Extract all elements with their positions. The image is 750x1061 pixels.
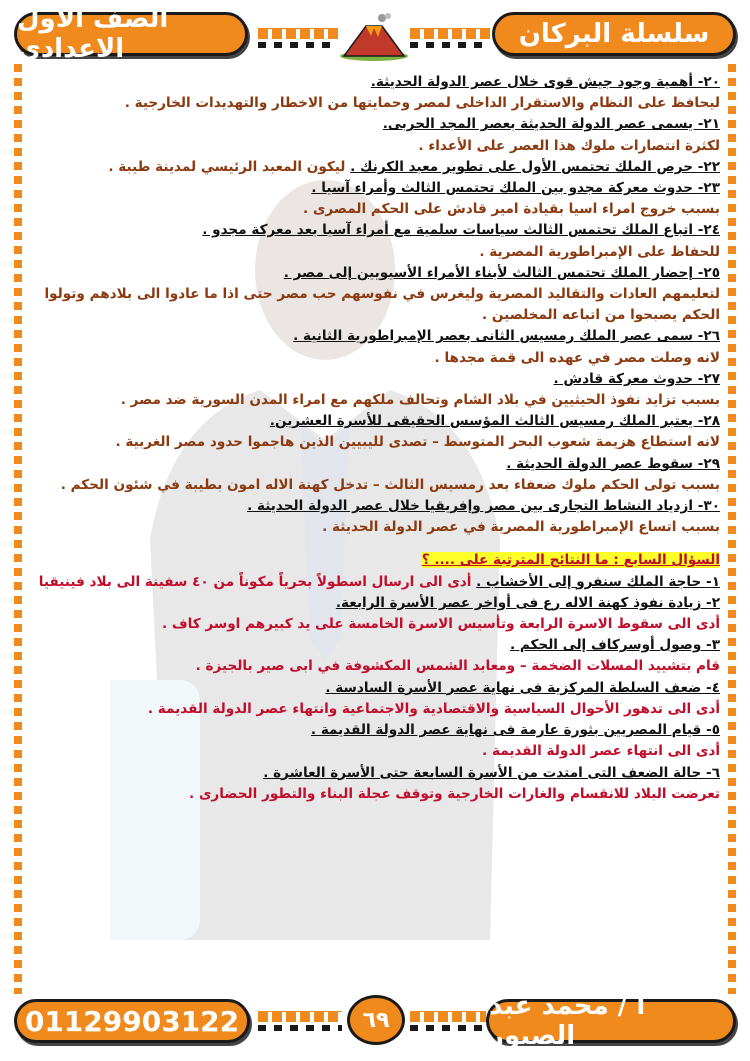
answer-line — [30, 284, 720, 305]
header-checker-right-dark — [410, 42, 490, 48]
question-line — [30, 496, 720, 517]
question-line — [30, 763, 720, 784]
answer-line — [30, 699, 720, 720]
answer-line-text: بسبب تولى الحكم ملوك ضعفاء بعد رمسيس الثالث – تدخل كهنة الاله امون بطيبة في شئون الحكم . — [60, 476, 720, 493]
answer-line-text: للحفاظ على الإمبراطورية المصرية . — [479, 243, 720, 260]
answer-line — [30, 614, 720, 635]
spacer — [30, 538, 720, 550]
question-line-text: ٢- زيادة نفوذ كهنة الاله رع فى أواخر عصر الأسرة الرابعة. — [335, 594, 720, 611]
answer-line-text: قام بتشييد المسلات الضخمة – ومعابد الشمس المكشوفة في ابى صير بالجيزة . — [195, 658, 720, 675]
answer-line-text: بسبب اتساع الإمبراطورية المصرية في عصر الدولة الحديثة . — [322, 519, 720, 536]
question-answer-line — [30, 157, 720, 178]
footer-checker-right-dark — [410, 1025, 486, 1031]
page-number: ٦٩ — [347, 995, 405, 1045]
question-line — [30, 454, 720, 475]
answer-line-text: لانه وصلت مصر في عهده الى قمة مجدها . — [434, 349, 720, 366]
right-border — [728, 64, 736, 994]
answer-line-text: تعرضت البلاد للانقسام والغارات الخارجية وتوقف عجلة البناء والتطور الحضارى . — [189, 785, 720, 802]
answer-line-text: أدى الى انتهاء عصر الدولة القديمة . — [482, 743, 720, 760]
question-line — [30, 114, 720, 135]
answer-text: ليكون المعبد الرئيسي لمدينة طيبة . — [108, 158, 351, 175]
question-line — [30, 720, 720, 741]
question-line-text: ٢٠- أهمية وجود جيش قوى خلال عصر الدولة الحديثة. — [370, 74, 720, 90]
question-line-text: ٢٤- اتباع الملك تحتمس الثالث سياسات سلمية مع أمراء آسيا بعد معركة مجدو . — [202, 222, 720, 239]
question-text: ١- حاجة الملك سنفرو إلى الأخشاب . — [476, 573, 720, 590]
footer-checker-left-dark — [258, 1025, 342, 1031]
question-line-text: ٢٥- إحضار الملك تحتمس الثالث لأبناء الأمراء الأسيويين إلى مصر . — [283, 264, 720, 281]
question-line — [30, 220, 720, 241]
section-heading — [30, 550, 720, 571]
answer-line — [30, 136, 720, 157]
answer-line-text: لانه استطاع هزيمة شعوب البحر المتوسط – تصدى لليبيين الذين هاجموا حدود مصر الغربية . — [115, 434, 720, 451]
question-line — [30, 369, 720, 390]
answer-line-text: ليحافظ على النظام والاستقرار الداخلى لمصر وحمايتها من الاخطار والتهديدات الخارجية . — [124, 95, 720, 112]
question-line — [30, 72, 720, 93]
question-line-text: ٢٧- حدوث معركة قادش . — [553, 370, 720, 387]
header-checker-left-dark — [258, 42, 338, 48]
answer-line-text: لتعليمهم العادات والتقاليد المصرية وليغرس في نفوسهم حب مصر حتى اذا ما عادوا الى بلادهم وتولوا — [44, 286, 720, 303]
question-line — [30, 593, 720, 614]
question-line — [30, 411, 720, 432]
answer-line-text: لكثرة انتصارات ملوك هذا العصر على الأعداء . — [418, 137, 720, 154]
section-heading-text: السؤال السابع : ما النتائج المترتبة على .... ؟ — [421, 552, 720, 569]
page-header — [14, 4, 736, 64]
question-text: ٢٢- حرص الملك تحتمس الأول على تطوير معبد الكرنك . — [350, 158, 720, 175]
volcano-icon — [338, 12, 410, 62]
page-footer — [14, 991, 736, 1051]
left-border — [14, 64, 22, 994]
question-answer-line — [30, 572, 720, 593]
answer-line — [30, 93, 720, 114]
question-line-text: ٢١- يسمى عصر الدولة الحديثة بعصر المجد الحربى. — [382, 116, 720, 133]
answer-line — [30, 784, 720, 805]
question-line — [30, 678, 720, 699]
answer-line — [30, 741, 720, 762]
question-line-text: ٥- قيام المصريين بثورة عارمة فى نهاية عصر الدولة القديمة . — [310, 722, 720, 739]
content-area — [30, 72, 720, 805]
answer-line-text: أدى الى تدهور الأحوال السياسية والاقتصادية والاجتماعية وانتهاء عصر الدولة القديمة . — [147, 700, 720, 717]
answer-line-text: بسبب تزايد نفوذ الحيثيين في بلاد الشام وتحالف ملكهم مع امراء المدن السورية ضد مصر . — [120, 392, 720, 409]
question-line-text: ٢٣- حدوث معركة مجدو بين الملك تحتمس الثالث وأمراء آسيا . — [311, 180, 720, 197]
question-line-text: ٤- ضعف السلطة المركزية فى نهاية عصر الأسرة السادسة . — [325, 679, 720, 696]
question-line-text: ٢٦- سمى عصر الملك رمسيس الثانى بعصر الإمبراطورية الثانية . — [293, 328, 720, 345]
footer-checker-right — [410, 1011, 486, 1022]
answer-line — [30, 348, 720, 369]
question-line-text: ٣٠- ازدياد النشاط التجارى بين مصر وإفريقيا خلال عصر الدولة الحديثة . — [247, 498, 720, 515]
header-checker-right — [410, 28, 490, 39]
answer-line — [30, 517, 720, 538]
grade-title: الصف الاول الاعدادى — [14, 12, 248, 56]
answer-line — [30, 656, 720, 677]
answer-line-text: الحكم يصبحوا من اتباعه المخلصين . — [482, 307, 720, 324]
answer-line — [30, 432, 720, 453]
phone-number: 01129903122 — [14, 999, 250, 1043]
question-line-text: ٦- حالة الضعف التى امتدت من الأسرة السابعة حتى الأسرة العاشرة . — [263, 764, 720, 781]
answer-line-text: أدى الى سقوط الاسرة الرابعة وتأسيس الاسرة الخامسة على يد كبيرهم اوسر كاف . — [161, 616, 720, 633]
answer-line — [30, 242, 720, 263]
answer-line — [30, 475, 720, 496]
question-line — [30, 263, 720, 284]
question-line-text: ٢٩- سقوط عصر الدولة الحديثة . — [506, 455, 720, 472]
question-line — [30, 326, 720, 347]
teacher-name: أ / محمد عبد الصبور — [486, 999, 736, 1043]
question-line-text: ٢٨- يعتبر الملك رمسيس الثالث المؤسس الحقيقى للأسرة العشرين. — [269, 413, 720, 430]
answer-text: أدى الى ارسال اسطولاً بحرياً مكوناً من ٤٠ سفينة الى بلاد فينيقيا — [38, 573, 477, 590]
answer-line — [30, 305, 720, 326]
answer-line — [30, 199, 720, 220]
footer-checker-left — [258, 1011, 342, 1022]
question-line-text: ٣- وصول أوسركاف إلى الحكم . — [509, 637, 720, 654]
question-line — [30, 178, 720, 199]
header-checker-left — [258, 28, 338, 39]
answer-line — [30, 390, 720, 411]
question-line — [30, 635, 720, 656]
series-title: سلسلة البركان — [492, 12, 736, 56]
answer-line-text: بسبب خروج امراء اسيا بقيادة امير قادش على الحكم المصرى . — [303, 201, 720, 218]
